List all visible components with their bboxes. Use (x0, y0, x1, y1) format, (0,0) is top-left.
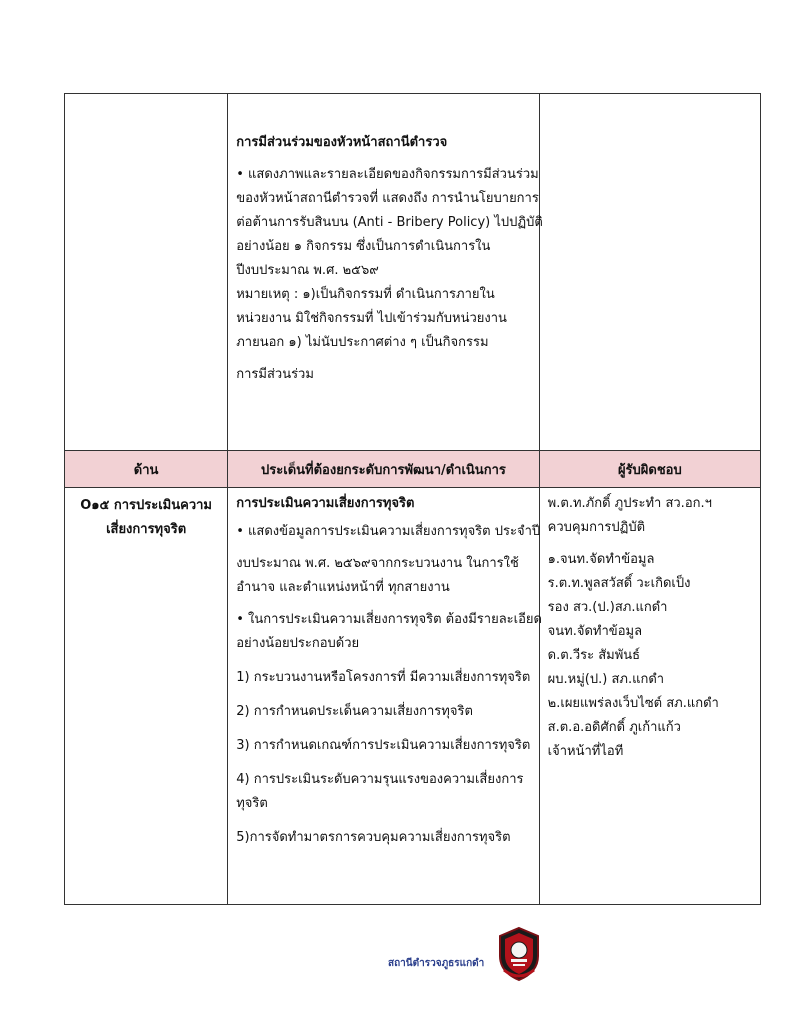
section-heading: การประเมินความเสี่ยงการทุจริต (236, 496, 415, 511)
responsible-line: ด.ต.วีระ สัมพันธ์ (547, 648, 641, 663)
list-item: 4) การประเมินระดับความรุนแรงของความเสี่ยงการ (236, 772, 524, 787)
topic-cell-empty (65, 94, 228, 451)
bullet-line: • ในการประเมินความเสี่ยงการทุจริต ต้องมีรายละเอียด (236, 612, 542, 627)
responsible-line: รอง สว.(ป.)สภ.แกดำ (547, 600, 668, 615)
topic-cell (65, 488, 228, 905)
table-row (65, 488, 761, 905)
bullet-line: • แสดงข้อมูลการประเมินความเสี่ยงการทุจริต ประจำปี (236, 524, 541, 539)
page-footer (0, 926, 791, 986)
list-item: 2) การกำหนดประเด็นความเสี่ยงการทุจริต (236, 704, 473, 719)
table-header-row (65, 451, 761, 488)
issue-cell (228, 488, 542, 905)
note-line: หมายเหตุ : ๑)เป็นกิจกรรมที่ ดำเนินการภายใน (236, 287, 495, 302)
text-line: ปีงบประมาณ พ.ศ. ๒๕๖๙ (236, 263, 379, 278)
responsible-line: ๒.เผยแพร่ลงเว็บไซต์ สภ.แกดำ (547, 696, 719, 711)
responsible-line: พ.ต.ท.ภักดิ์ ภูประทำ สว.อก.ฯ (547, 496, 712, 511)
bullet-line: อำนาจ และตำแหน่งหน้าที่ ทุกสายงาน (236, 580, 450, 595)
table-row (65, 94, 761, 451)
police-emblem-icon (496, 926, 542, 982)
issue-cell (228, 94, 543, 451)
topic-line: เสี่ยงการทุจริต (106, 522, 187, 537)
list-item: 5)การจัดทำมาตรการควบคุมความเสี่ยงการทุจริต (236, 830, 511, 845)
responsible-line: ส.ต.อ.อดิศักดิ์ ภูเก้าแก้ว (547, 720, 681, 735)
bullet-line: อย่างน้อยประกอบด้วย (236, 636, 360, 651)
responsible-line: ผบ.หมู่(ป.) สภ.แกดำ (547, 672, 665, 687)
responsible-line: ร.ต.ท.พูลสวัสดิ์ วะเกิดเป็ง (547, 576, 691, 591)
header-responsible: ผู้รับผิดชอบ (539, 451, 760, 488)
responsible-line: ควบคุมการปฏิบัติ (547, 520, 646, 535)
section-heading: การมีส่วนร่วมของหัวหน้าสถานีตำรวจ (236, 135, 448, 150)
plan-table (64, 93, 761, 905)
note-line: การมีส่วนร่วม (236, 367, 314, 382)
topic-line: O๑๕ การประเมินความ (80, 498, 213, 513)
responsible-line: จนท.จัดทำข้อมูล (547, 624, 643, 639)
responsible-line: เจ้าหน้าที่ไอที (547, 744, 624, 759)
note-line: หน่วยงาน มิใช่กิจกรรมที่ ไปเข้าร่วมกับหน่วยงาน (236, 311, 507, 326)
list-item: ทุจริต (236, 796, 268, 811)
header-aspect: ด้าน (65, 451, 228, 488)
text-line: ต่อต้านการรับสินบน (Anti - Bribery Policy) ไปปฏิบัติ (236, 215, 543, 230)
station-name: สถานีตำรวจภูธรแกดำ (388, 958, 485, 969)
list-item: 3) การกำหนดเกณฑ์การประเมินความเสี่ยงการทุจริต (236, 738, 531, 753)
responsible-line: ๑.จนท.จัดทำข้อมูล (547, 552, 655, 567)
responsible-cell-empty (539, 94, 760, 451)
list-item: 1) กระบวนงานหรือโครงการที่ มีความเสี่ยงการทุจริต (236, 670, 531, 685)
bullet-line: งบประมาณ พ.ศ. ๒๕๖๙จากกระบวนงาน ในการใช้ (236, 556, 519, 571)
text-line: อย่างน้อย ๑ กิจกรรม ซึ่งเป็นการดำเนินการใน (236, 239, 491, 254)
header-issue: ประเด็นที่ต้องยกระดับการพัฒนา/ดำเนินการ (228, 451, 539, 488)
text-line: ของหัวหน้าสถานีตำรวจที่ แสดงถึง การนำนโยบายการ (236, 191, 539, 206)
note-line: ภายนอก ๑) ไม่นับประกาศต่าง ๆ เป็นกิจกรรม (236, 335, 489, 350)
responsible-cell (539, 488, 760, 905)
text-line: • แสดงภาพและรายละเอียดของกิจกรรมการมีส่วนร่วม (236, 167, 539, 182)
